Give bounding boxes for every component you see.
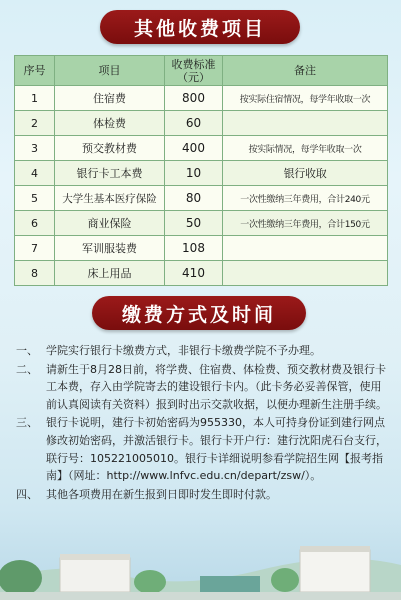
campus-illustration	[0, 520, 401, 600]
table-row	[15, 261, 388, 286]
table-row	[15, 211, 388, 236]
row-item: 床上用品	[55, 261, 165, 286]
row-no: 5	[15, 186, 55, 211]
table-row	[15, 111, 388, 136]
col-header-item: 项目	[55, 56, 165, 86]
tree-mid	[134, 570, 166, 594]
road	[0, 592, 401, 600]
row-fee: 10	[165, 161, 223, 186]
note-text: 其他各项费用在新生报到日即时发生即时付款。	[46, 487, 277, 501]
row-item: 商业保险	[55, 211, 165, 236]
row-item: 住宿费	[55, 86, 165, 111]
row-remark: 一次性缴纳三年费用，合计150元	[223, 211, 388, 236]
row-fee: 80	[165, 186, 223, 211]
row-no: 3	[15, 136, 55, 161]
row-fee: 50	[165, 211, 223, 236]
note-number: 一、	[16, 344, 38, 357]
row-no: 1	[15, 86, 55, 111]
col-header-fee: 收费标准（元）	[165, 56, 223, 86]
row-remark: 一次性缴纳三年费用，合计240元	[223, 186, 388, 211]
note-text: 学院实行银行卡缴费方式，非银行卡缴费学院不予办理。	[46, 344, 321, 357]
col-header-remark: 备注	[223, 56, 388, 86]
gate	[200, 576, 260, 592]
section-title-text: 缴费方式及时间	[121, 303, 276, 326]
row-remark	[223, 111, 388, 136]
row-remark: 按实际住宿情况，每学年收取一次	[223, 86, 388, 111]
tree-left	[0, 560, 42, 596]
table-row	[15, 236, 388, 261]
row-fee: 60	[165, 111, 223, 136]
row-no: 4	[15, 161, 55, 186]
note-item	[16, 342, 388, 360]
note-item	[16, 361, 388, 414]
row-item: 大学生基本医疗保险	[55, 186, 165, 211]
note-number: 四、	[16, 487, 38, 501]
table-row	[15, 136, 388, 161]
payment-notes	[16, 342, 388, 504]
row-item: 预交教材费	[55, 136, 165, 161]
row-fee: 800	[165, 86, 223, 111]
row-remark	[223, 261, 388, 286]
row-item: 银行卡工本费	[55, 161, 165, 186]
building-right	[300, 550, 370, 592]
row-fee: 410	[165, 261, 223, 286]
table-row	[15, 161, 388, 186]
note-item	[16, 414, 388, 484]
row-fee: 108	[165, 236, 223, 261]
table-row	[15, 86, 388, 111]
row-item: 体检费	[55, 111, 165, 136]
row-remark: 银行收取	[223, 161, 388, 186]
row-no: 7	[15, 236, 55, 261]
row-remark	[223, 236, 388, 261]
note-number: 三、	[16, 416, 38, 430]
section-title-text: 其他收费项目	[133, 17, 266, 40]
row-no: 6	[15, 211, 55, 236]
row-no: 2	[15, 111, 55, 136]
note-text: 请新生于8月28日前，将学费、住宿费、体检费、预交教材费及银行卡工本费，存入由学院寄去的建设银行卡内。（此卡务必妥善保管，使用前认真阅读有关资料）报到时出示交款收据，以便办理新生注册手续。	[46, 362, 387, 411]
note-text: 银行卡说明，建行卡初始密码为955330，本人可持身份证到建行网点修改初始密码，并激活银行卡。银行卡开户行：建行沈阳虎石台支行，联行号：105221005010。银行卡详细说明参看学院招生网【报考指南】（网址：http://www.lnfvc.edu.cn/depart/zsw/）。	[46, 416, 387, 483]
building-left	[60, 558, 130, 592]
fees-table	[14, 55, 388, 286]
note-number: 二、	[16, 362, 38, 376]
table-header-row	[15, 56, 388, 86]
col-header-no: 序号	[15, 56, 55, 86]
row-fee: 400	[165, 136, 223, 161]
section-title-other-fees	[100, 10, 300, 44]
row-item: 军训服装费	[55, 236, 165, 261]
section-title-payment-method	[92, 296, 306, 330]
row-no: 8	[15, 261, 55, 286]
table-row	[15, 186, 388, 211]
row-remark: 按实际情况，每学年收取一次	[223, 136, 388, 161]
note-item	[16, 486, 388, 504]
tree-right	[271, 568, 299, 592]
